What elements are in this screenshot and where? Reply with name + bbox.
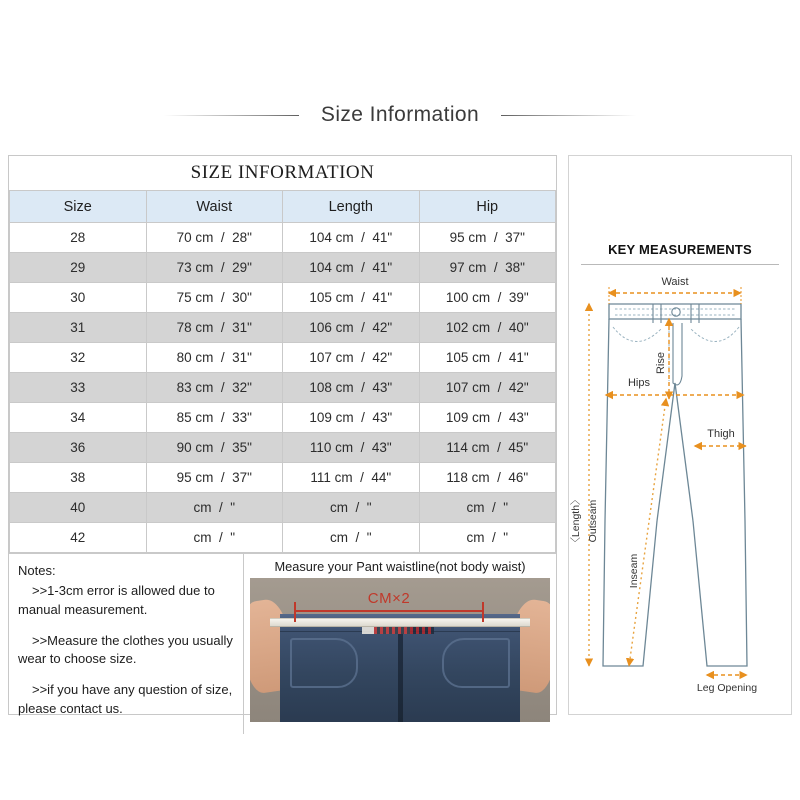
cell-size: 28 (10, 223, 147, 253)
diagram-label-inseam: Inseam (628, 553, 640, 589)
measurement-span (294, 590, 484, 612)
diagram-label-length: 〈Length〉 (570, 494, 582, 548)
cell-length: 107 cm / 42" (283, 343, 420, 373)
cell-size: 32 (10, 343, 147, 373)
cell-length: 105 cm / 41" (283, 283, 420, 313)
cell-size: 34 (10, 403, 147, 433)
cell-waist: 75 cm / 30" (146, 283, 283, 313)
cell-length: 110 cm / 43" (283, 433, 420, 463)
cell-waist: 78 cm / 31" (146, 313, 283, 343)
diagram-label-hips: Hips (627, 377, 651, 389)
cell-hip: 107 cm / 42" (419, 373, 556, 403)
table-row (10, 523, 556, 553)
note-item: >>if you have any question of size, please contact us. (18, 682, 233, 717)
cell-hip: 109 cm / 43" (419, 403, 556, 433)
cell-waist: 80 cm / 31" (146, 343, 283, 373)
size-table (9, 156, 556, 553)
key-measurements-title: KEY MEASUREMENTS (608, 242, 752, 257)
notes-and-photo-area (9, 553, 556, 734)
diagram-label-waist: Waist (661, 276, 689, 288)
photo-caption: Measure your Pant waistline(not body waist) (274, 559, 526, 574)
cell-waist: 73 cm / 29" (146, 253, 283, 283)
cell-length: 104 cm / 41" (283, 223, 420, 253)
column-header-length: Length (283, 191, 420, 223)
photo-column (244, 554, 556, 734)
table-row (10, 343, 556, 373)
cell-waist: 90 cm / 35" (146, 433, 283, 463)
title-rule-left (164, 115, 299, 116)
cell-size: 30 (10, 283, 147, 313)
table-row (10, 223, 556, 253)
cell-size: 36 (10, 433, 147, 463)
cell-size: 31 (10, 313, 147, 343)
cell-hip: 102 cm / 40" (419, 313, 556, 343)
cell-waist: 85 cm / 33" (146, 403, 283, 433)
note-item: >>Measure the clothes you usually wear to choose size. (18, 632, 233, 667)
cell-hip: 118 cm / 46" (419, 463, 556, 493)
size-table-body (10, 223, 556, 553)
table-row (10, 373, 556, 403)
column-header-size: Size (10, 191, 147, 223)
diagram-label-leg-opening: Leg Opening (696, 682, 758, 694)
cell-waist: 95 cm / 37" (146, 463, 283, 493)
cell-hip: cm / " (419, 523, 556, 553)
cell-size: 29 (10, 253, 147, 283)
table-row (10, 313, 556, 343)
column-header-hip: Hip (419, 191, 556, 223)
cell-length: cm / " (283, 493, 420, 523)
cell-size: 38 (10, 463, 147, 493)
cell-length: 106 cm / 42" (283, 313, 420, 343)
notes-label: Notes: (18, 563, 56, 578)
cell-hip: 97 cm / 38" (419, 253, 556, 283)
table-row (10, 493, 556, 523)
notes-block (9, 554, 244, 734)
size-table-panel (8, 155, 557, 715)
cell-length: cm / " (283, 523, 420, 553)
diagram-label-thigh: Thigh (707, 428, 735, 440)
cell-size: 40 (10, 493, 147, 523)
cell-waist: cm / " (146, 493, 283, 523)
diagram-label-outseam: Outseam (587, 499, 599, 543)
cell-length: 108 cm / 43" (283, 373, 420, 403)
table-row (10, 403, 556, 433)
cell-length: 104 cm / 41" (283, 253, 420, 283)
cell-size: 33 (10, 373, 147, 403)
cell-waist: 83 cm / 32" (146, 373, 283, 403)
photo-annotation: CM×2 (367, 590, 411, 607)
cell-hip: 105 cm / 41" (419, 343, 556, 373)
jeans-diagram (569, 271, 791, 711)
table-header-row (10, 191, 556, 223)
table-row (10, 253, 556, 283)
key-measurements-underline (581, 264, 779, 265)
diagram-label-rise: Rise (655, 351, 667, 375)
cell-hip: cm / " (419, 493, 556, 523)
table-row (10, 283, 556, 313)
jeans-pocket-right (442, 638, 510, 688)
table-row (10, 463, 556, 493)
key-measurements-panel (568, 155, 792, 715)
cell-hip: 114 cm / 45" (419, 433, 556, 463)
measuring-tape (270, 618, 530, 627)
cell-waist: cm / " (146, 523, 283, 553)
cell-waist: 70 cm / 28" (146, 223, 283, 253)
note-item: >>1-3cm error is allowed due to manual measurement. (18, 582, 215, 617)
column-header-waist: Waist (146, 191, 283, 223)
waistline-measurement-photo (250, 578, 550, 722)
page-title-bar (0, 95, 800, 135)
cell-hip: 100 cm / 39" (419, 283, 556, 313)
size-table-caption: SIZE INFORMATION (10, 156, 556, 191)
cell-length: 109 cm / 43" (283, 403, 420, 433)
table-row (10, 433, 556, 463)
cell-length: 111 cm / 44" (283, 463, 420, 493)
jeans-pocket-left (290, 638, 358, 688)
cell-size: 42 (10, 523, 147, 553)
page-title: Size Information (320, 103, 480, 126)
cell-hip: 95 cm / 37" (419, 223, 556, 253)
title-rule-right (501, 115, 636, 116)
